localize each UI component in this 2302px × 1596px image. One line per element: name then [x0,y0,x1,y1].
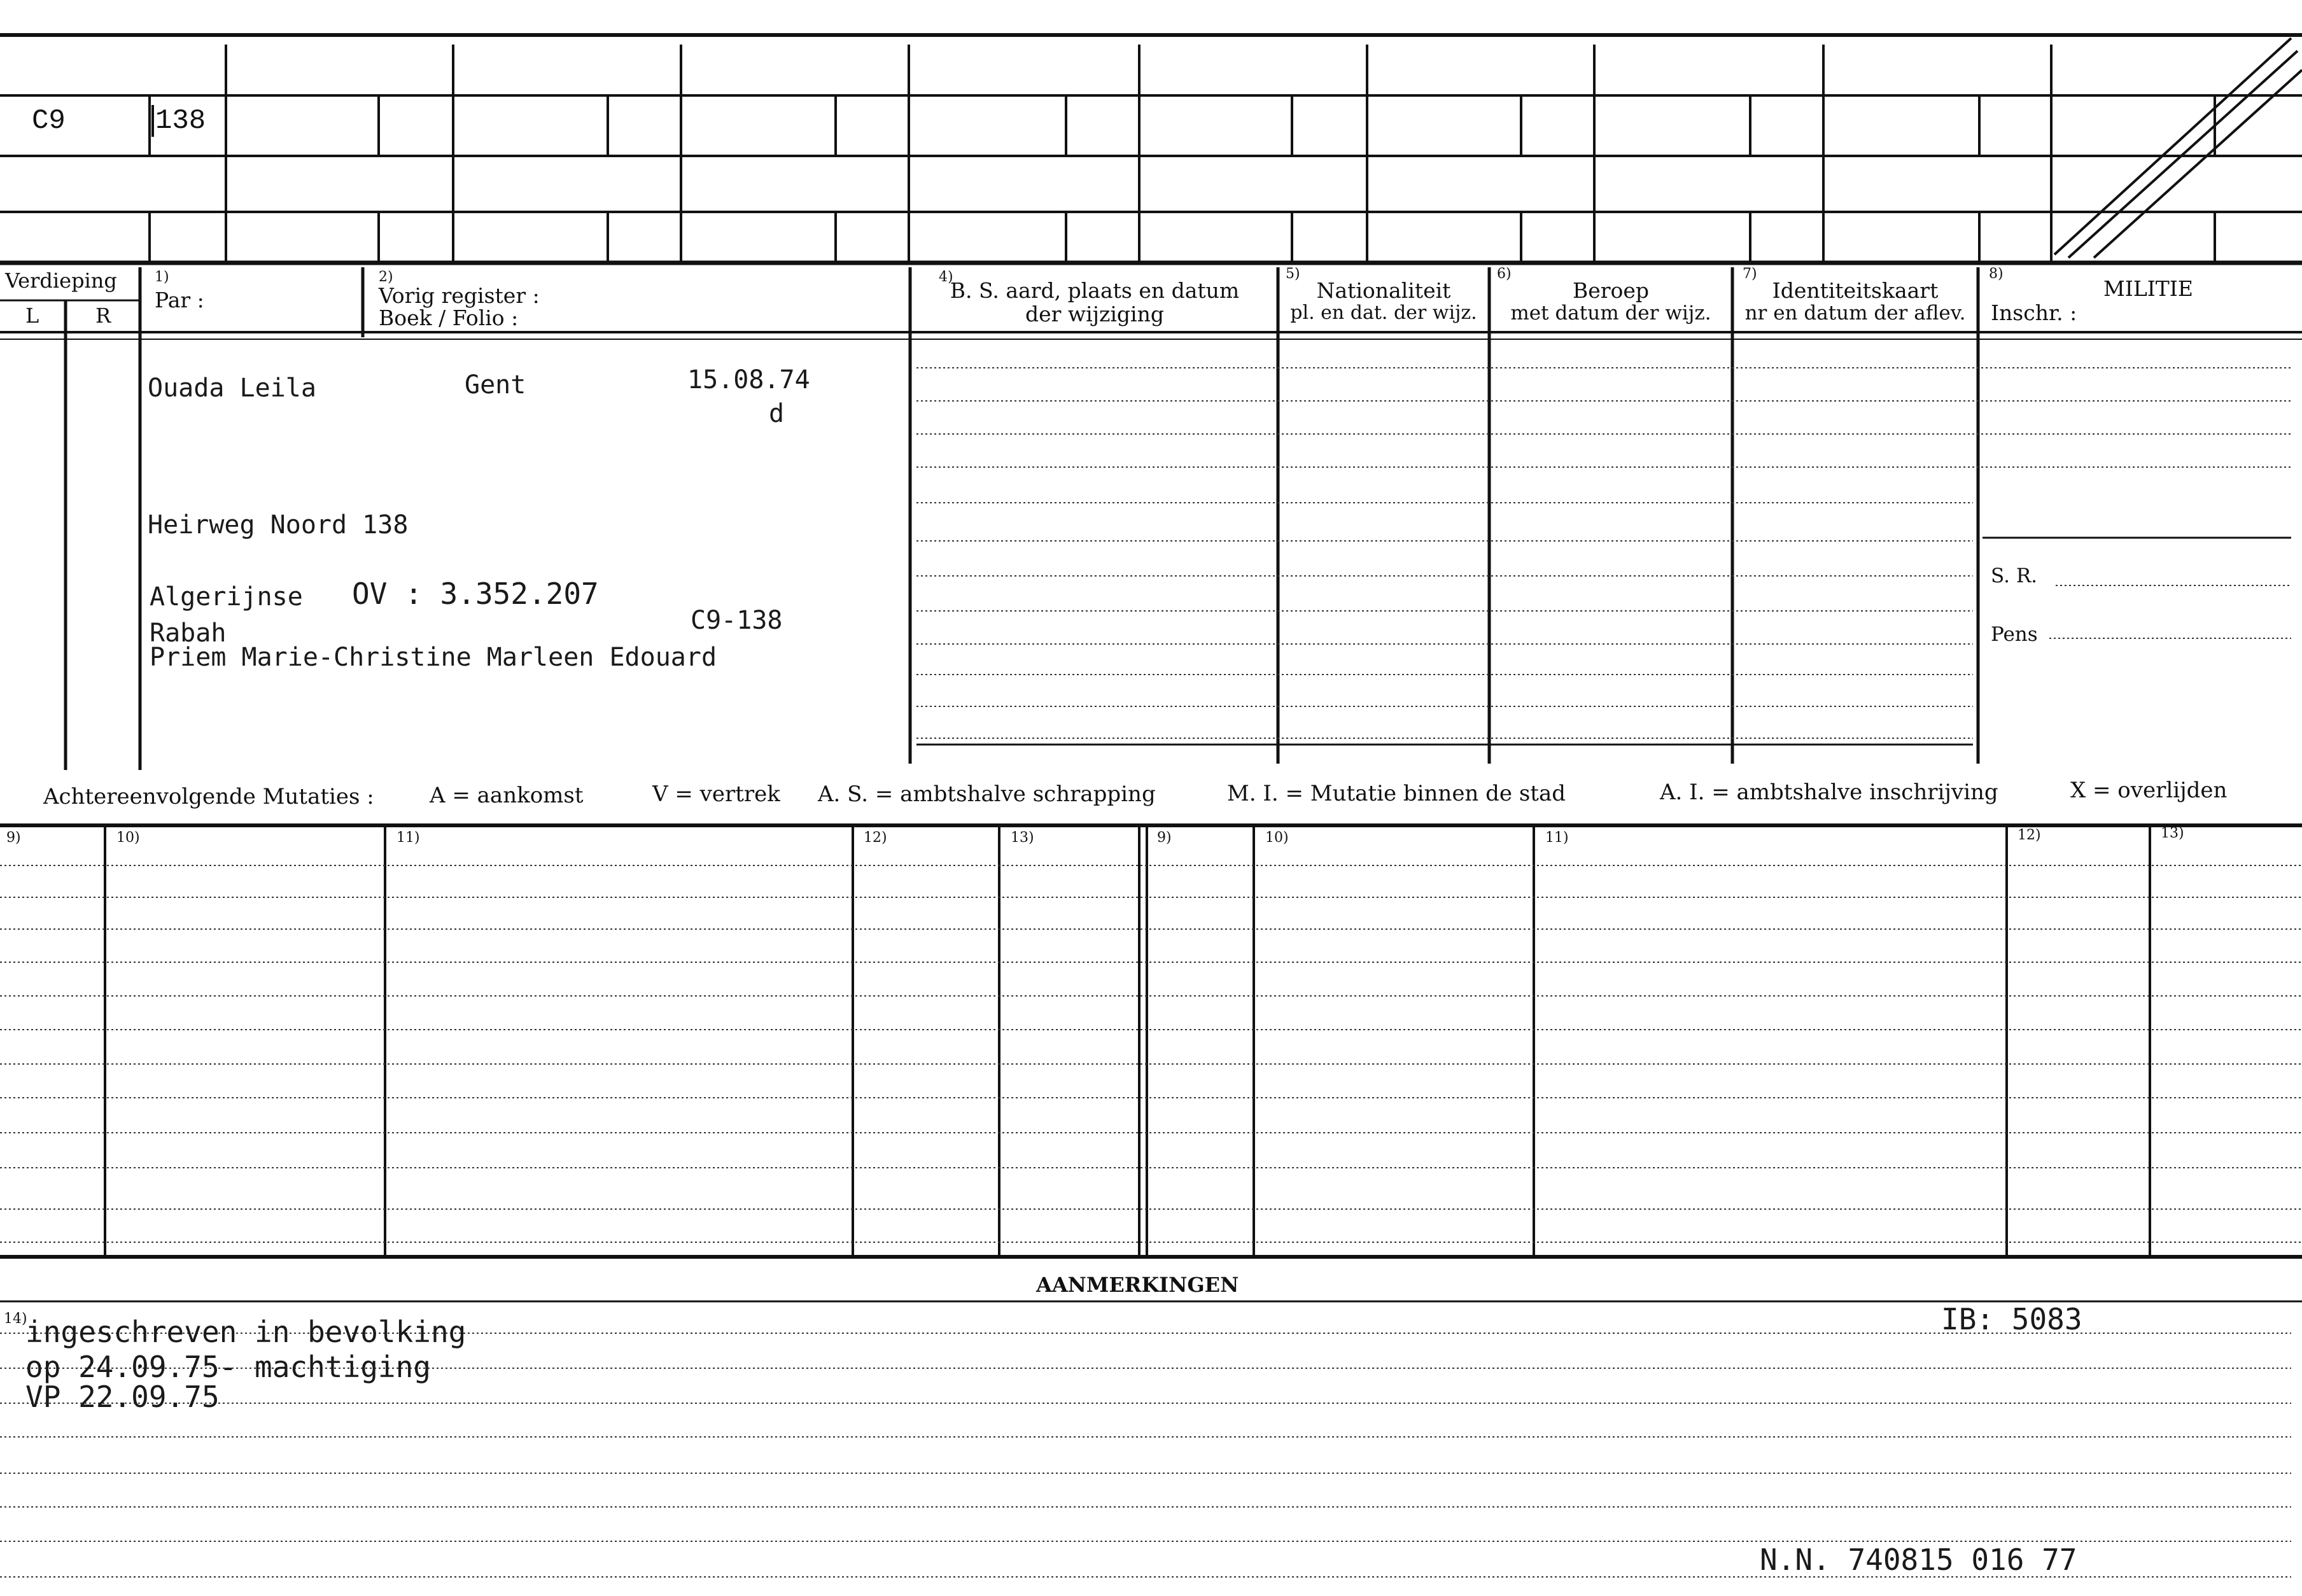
col4-number: 4) [939,269,953,285]
person-address: Heirweg Noord 138 [148,510,409,540]
col6-title-line1: Beroep [1572,278,1650,303]
person-name: Ouada Leila [148,374,316,403]
legend-vertrek: V = vertrek [652,781,780,807]
person-ref-code: C9-138 [691,606,783,635]
mut-col13-left: 13) [1011,830,1034,846]
remark-line-3: VP 22.09.75 [25,1380,220,1414]
mut-col11-right: 11) [1545,830,1569,846]
person-birthdate: 15.08.74 [687,365,810,395]
mut-col10-right: 10) [1265,830,1289,846]
col1-number: 1) [155,269,169,285]
mut-col12-right: 12) [2018,827,2041,843]
national-number: N.N. 740815 016 77 [1760,1543,2077,1577]
legend-ambtshalve-inschrijving: A. I. = ambtshalve inschrijving [1660,780,1998,805]
remark-line-1: ingeschreven in bevolking [25,1315,467,1349]
mut-col12-left: 12) [864,830,887,846]
col-l-header: L [25,304,39,328]
house-number-code: 138 [155,105,206,137]
person-ov-number: OV : 3.352.207 [352,577,599,611]
person-nationality: Algerijnse [150,582,303,612]
verdieping-header: Verdieping [5,269,117,293]
mut-col11-left: 11) [397,830,420,846]
col8-number: 8) [1989,266,2004,282]
person-mother: Priem Marie-Christine Marleen Edouard [150,643,717,672]
remarks-number: 14) [4,1311,27,1327]
militie-sr-label: S. R. [1991,564,2038,587]
col2-number: 2) [379,269,393,285]
mut-col10-left: 10) [116,830,140,846]
mutaties-legend-title: Achtereenvolgende Mutaties : [43,784,374,809]
legend-aankomst: A = aankomst [430,783,584,808]
mut-col9-right: 9) [1157,830,1172,846]
person-father: Rabah [150,619,227,648]
col6-title-line2: met datum der wijz. [1510,302,1711,325]
militie-pens-label: Pens [1991,623,2038,646]
col7-number: 7) [1743,266,1757,282]
col5-number: 5) [1286,266,1300,282]
col1-par-label: Par : [155,288,204,312]
mut-col13-right: 13) [2161,825,2184,841]
person-sex: d [769,399,785,428]
col2-vorig-register: Vorig register : [379,283,540,308]
col5-title-line1: Nationaliteit [1316,278,1451,303]
col7-title-line1: Identiteitskaart [1772,278,1939,303]
col7-title-line2: nr en datum der aflev. [1744,302,1966,325]
legend-overlijden: X = overlijden [2070,778,2228,803]
col4-title-line1: B. S. aard, plaats en datum [950,278,1240,303]
col4-title-line2: der wijziging [1025,302,1164,326]
legend-mutatie-binnen-stad: M. I. = Mutatie binnen de stad [1227,781,1566,806]
col2-boek-folio: Boek / Folio : [379,305,519,330]
militie-inschr-label: Inschr. : [1991,300,2077,325]
remark-line-2: op 24.09.75- machtiging [25,1350,431,1384]
col5-title-line2: pl. en dat. der wijz. [1290,302,1477,324]
legend-ambtshalve-schrapping: A. S. = ambtshalve schrapping [818,781,1156,807]
col6-number: 6) [1497,266,1512,282]
mut-col9-left: 9) [6,830,21,846]
col-r-header: R [95,304,111,328]
remarks-title: AANMERKINGEN [1036,1273,1239,1297]
person-birthplace: Gent [465,370,526,400]
ib-number: IB: 5083 [1941,1302,2082,1336]
militie-title: MILITIE [2103,276,2193,301]
wijk-code: C9 [32,105,66,137]
